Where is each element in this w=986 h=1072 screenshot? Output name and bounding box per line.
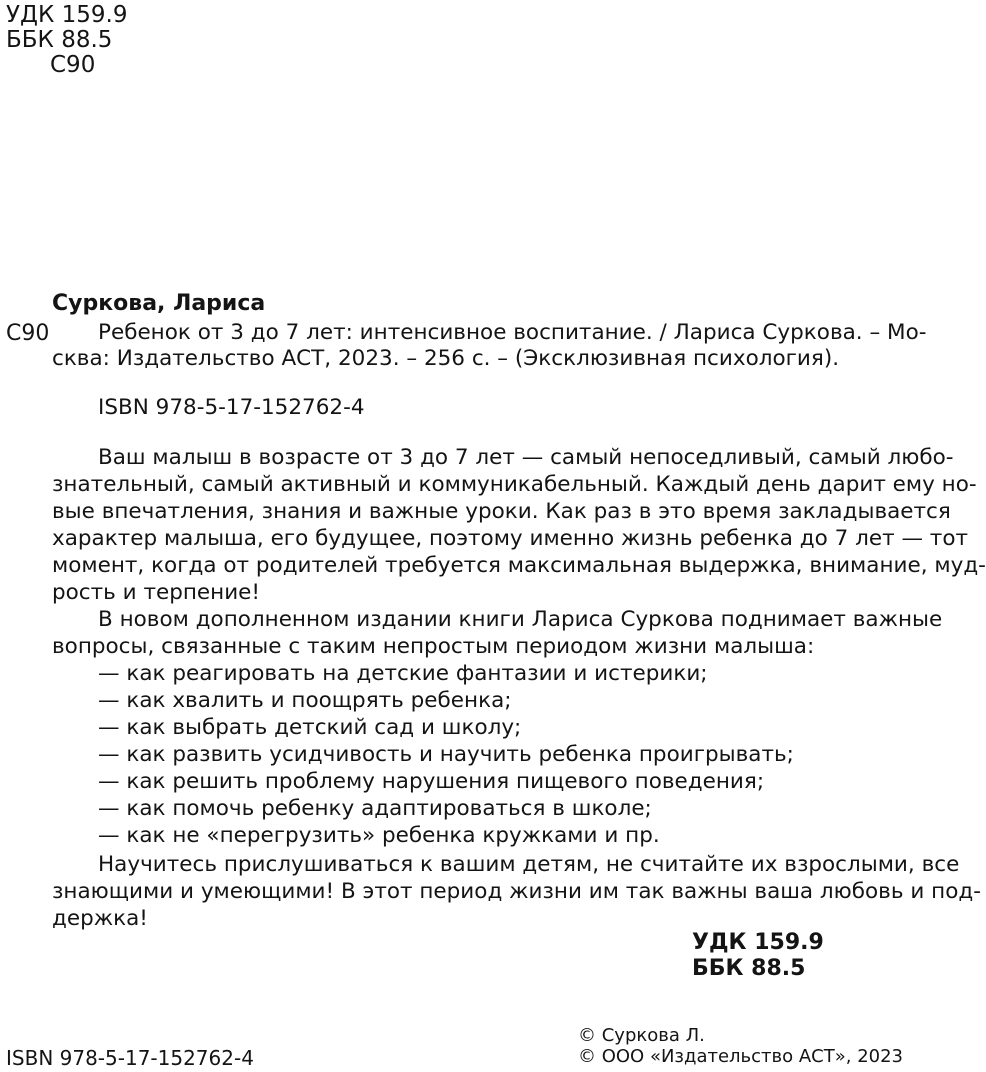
bbk-code-bottom: ББК 88.5 — [692, 956, 806, 981]
annotation-p1-line-6: рость и терпение! — [52, 580, 261, 605]
annotation-p1-line-3: вые впечатления, знания и важные уроки. Как раз в это время закладывается — [52, 499, 951, 524]
list-item: — как хвалить и поощрять ребенка; — [98, 688, 512, 713]
copyright-author: © Суркова Л. — [578, 1025, 705, 1046]
list-item: — как не «перегрузить» ребенка кружками и пр. — [98, 823, 660, 848]
annotation-p1-line-5: момент, когда от родителей требуется максимальная выдержка, внимание, муд- — [52, 553, 986, 578]
description-line-1 — [98, 320, 927, 346]
bbk-code-top: ББК 88.5 — [6, 27, 113, 53]
author-heading: Суркова, Лариса — [52, 291, 266, 316]
annotation-p2-line-2: вопросы, связанные с таким непростым периодом жизни малыша: — [52, 634, 815, 659]
annotation-p2-line-1: В новом дополненном издании книги Лариса Суркова поднимает важные — [98, 607, 943, 632]
list-item: — как реагировать на детские фантазии и истерики; — [98, 661, 708, 686]
copyright-publisher: © ООО «Издательство АСТ», 2023 — [578, 1046, 904, 1067]
udk-code-bottom: УДК 159.9 — [692, 930, 824, 955]
annotation-p1-line-1: Ваш малыш в возрасте от 3 до 7 лет — самый непоседливый, самый любо- — [98, 445, 954, 470]
isbn-record: ISBN 978-5-17-152762-4 — [98, 395, 365, 420]
annotation-p1-line-2: знательный, самый активный и коммуникабельный. Каждый день дарит ему но- — [52, 472, 977, 497]
description-line-2: сква: Издательство АСТ, 2023. – 256 с. – (Эксклюзивная психология). — [52, 346, 840, 371]
udk-code-top: УДК 159.9 — [6, 2, 128, 28]
list-item: — как выбрать детский сад и школу; — [98, 715, 522, 740]
list-item: — как помочь ребенку адаптироваться в школе; — [98, 796, 652, 821]
isbn-footer: ISBN 978-5-17-152762-4 — [6, 1046, 254, 1070]
list-item: — как развить усидчивость и научить ребенка проигрывать; — [98, 742, 794, 767]
annotation-p1-line-4: характер малыша, его будущее, поэтому именно жизнь ребенка до 7 лет — тот — [52, 526, 968, 551]
list-item: — как решить проблему нарушения пищевого поведения; — [98, 769, 765, 794]
annotation-p3-line-2: знающими и умеющими! В этот период жизни им так важны ваша любовь и под- — [52, 879, 982, 904]
author-sign-top: С90 — [50, 52, 96, 78]
author-sign: С90 — [6, 321, 50, 346]
annotation-p3-line-3: держка! — [52, 906, 148, 931]
description-text-1: Ребенок от 3 до 7 лет: интенсивное воспитание. / Лариса Суркова. – Мо- — [98, 320, 927, 345]
annotation-p3-line-1: Научитесь прислушиваться к вашим детям, не считайте их взрослыми, все — [98, 852, 960, 877]
